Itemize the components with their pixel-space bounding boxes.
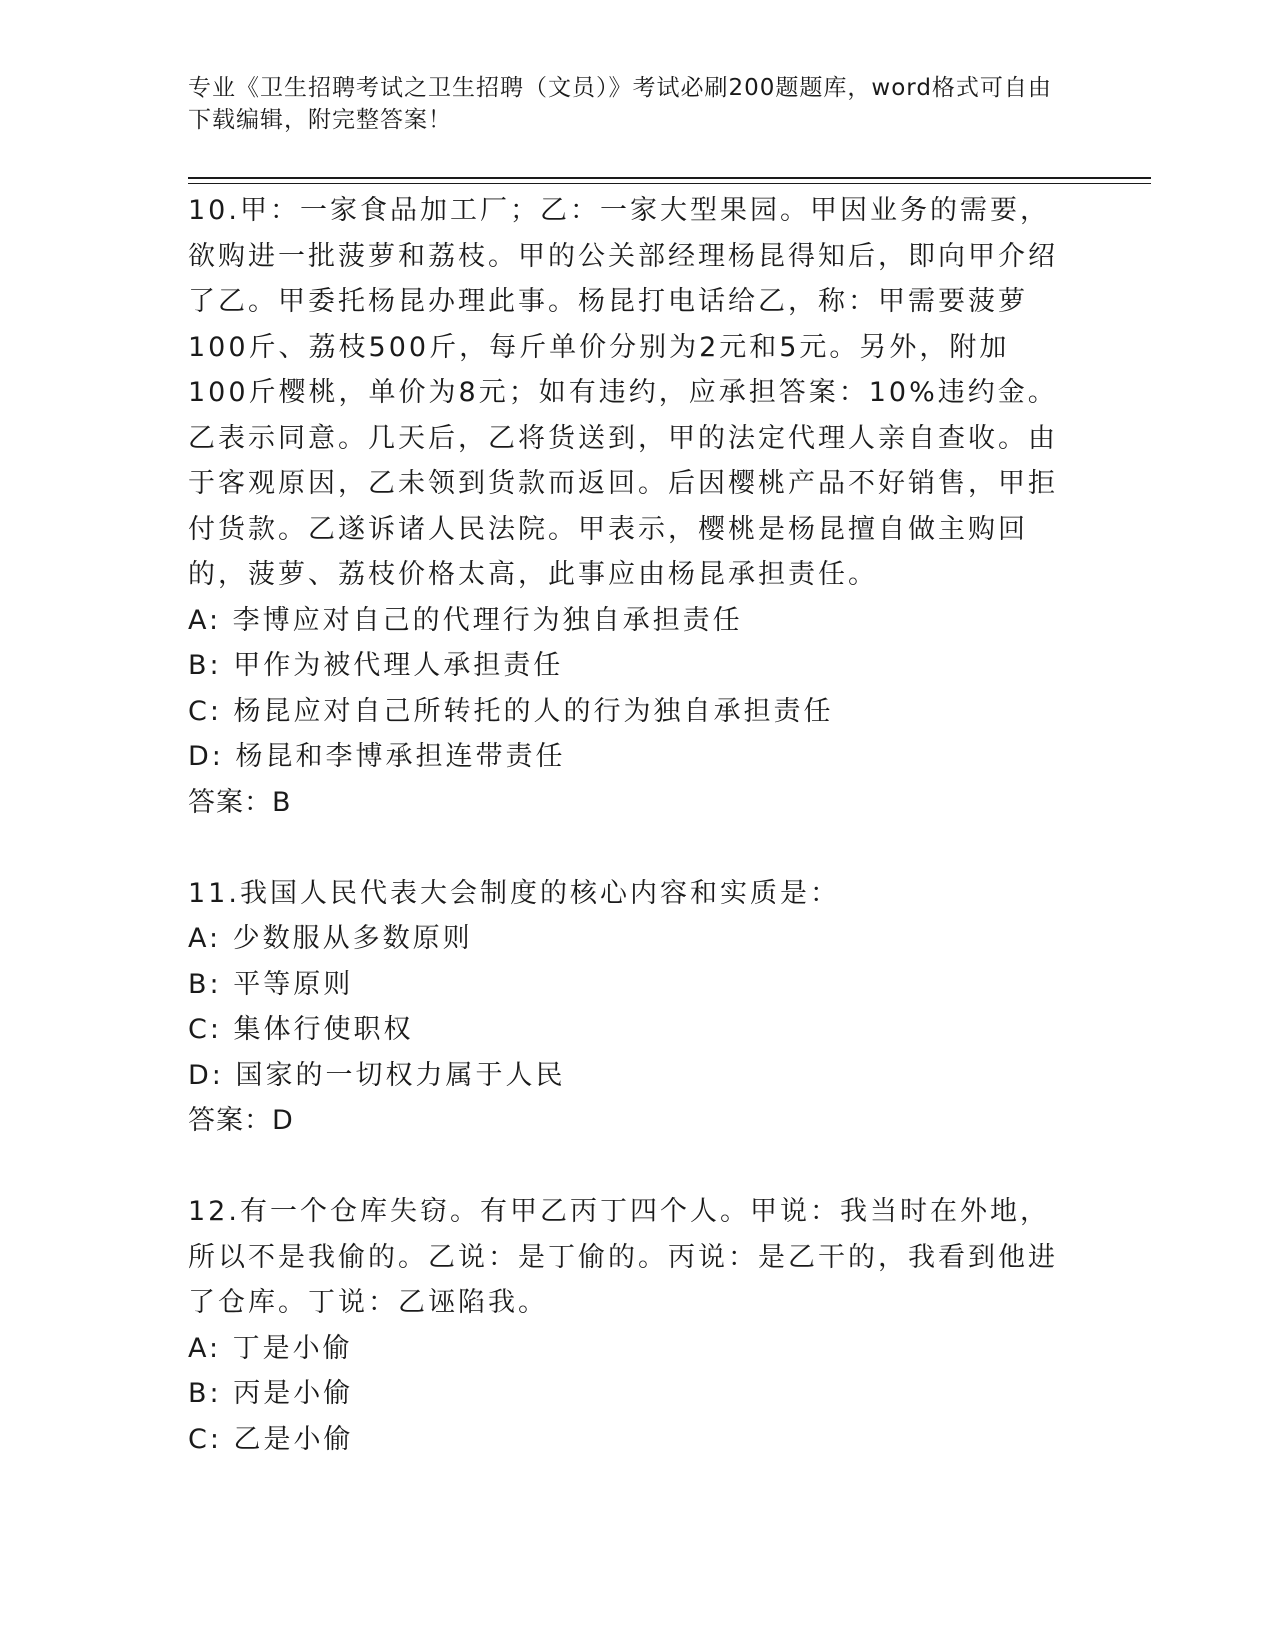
option-b: B: 丙是小偷 [188,1378,354,1409]
header-divider-thick [188,177,1151,179]
spacer [188,825,1068,871]
option-b: B: 平等原则 [188,968,354,1000]
question-10 [188,188,1068,825]
question-list [188,188,1068,1462]
option-c: C: 杨昆应对自己所转托的人的行为独自承担责任 [188,695,834,727]
document-header: 专业《卫生招聘考试之卫生招聘（文员）》考试必刷200题题库，word格式可自由下载编辑，附完整答案！ [188,75,1052,133]
option-a: A: 李博应对自己的代理行为独自承担责任 [188,604,743,636]
question-stem: 12.有一个仓库失窃。有甲乙丙丁四个人。甲说：我当时在外地，所以不是我偷的。乙说：是丁偷的。丙说：是乙干的，我看到他进了仓库。丁说：乙诬陷我。 [188,1196,1058,1318]
answer-text: 答案：B [188,786,292,818]
question-11 [188,871,1068,1144]
question-12 [188,1189,1068,1462]
option-b: B: 甲作为被代理人承担责任 [188,650,564,681]
option-d: D: 杨昆和李博承担连带责任 [188,741,566,772]
option-a: A: 少数服从多数原则 [188,923,473,954]
option-c: C: 乙是小偷 [188,1423,354,1455]
option-a: A: 丁是小偷 [188,1332,353,1364]
question-stem: 11.我国人民代表大会制度的核心内容和实质是： [188,877,840,909]
header-divider-thin [188,183,1151,184]
answer-text: 答案：D [188,1105,294,1136]
option-c: C: 集体行使职权 [188,1014,414,1045]
option-d: D: 国家的一切权力属于人民 [188,1059,566,1091]
question-stem: 10.甲：一家食品加工厂；乙：一家大型果园。甲因业务的需要，欲购进一批菠萝和荔枝。甲的公关部经理杨昆得知后，即向甲介绍了乙。甲委托杨昆办理此事。杨昆打电话给乙，称：甲需要菠萝100斤、荔枝500斤，每斤单价分别为2元和5元。另外，附加100斤樱桃，单价为8元；如有违约，应承担答案：10%违约金。乙表示同意。几天后，乙将货送到，甲的法定代理人亲自查收。由于客观原因，乙未领到货款而返回。后因樱桃产品不好销售，甲拒付货款。乙遂诉诸人民法院。甲表示，樱桃是杨昆擅自做主购回的，菠萝、荔枝价格太高，此事应由杨昆承担责任。 [188,195,1058,590]
spacer [188,1144,1068,1190]
